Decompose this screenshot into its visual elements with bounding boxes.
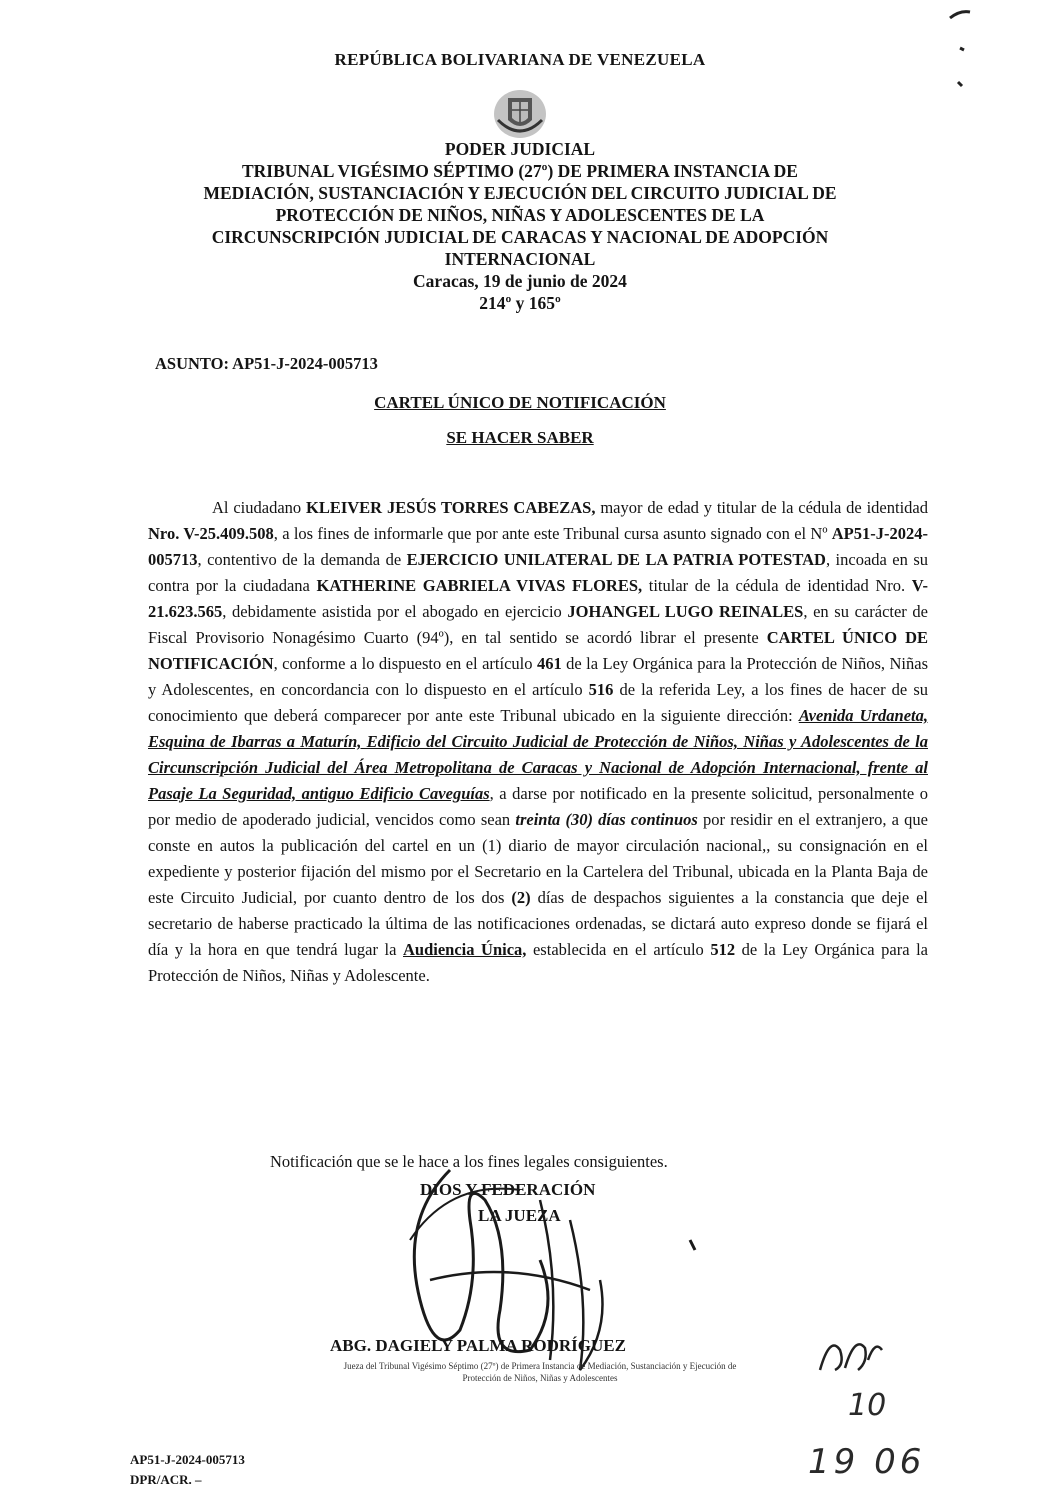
text: , incoada en su contra por la ciudadana [148,550,928,595]
handwritten-number: 10 [848,1388,887,1423]
text: , contentivo de la demanda de [197,550,407,569]
text: establecida en el artículo [526,940,711,959]
court-line: PROTECCIÓN DE NIÑOS, NIÑAS Y ADOLESCENTES DE LA [275,205,765,225]
text: , debidamente asistida por el abogado en ejercicio [222,602,568,621]
footer-initials: DPR/ACR. – [130,1472,202,1487]
handwritten-date: 19 06 [808,1442,926,1482]
text: de la Ley Orgánica para la Protección de Niños, Niñas y Adolescente. [148,940,928,985]
court-line: MEDIACIÓN, SUSTANCIACIÓN Y EJECUCIÓN DEL CIRCUITO JUDICIAL DE [203,183,837,203]
case-subject: ASUNTO: AP51-J-2024-005713 [155,354,378,373]
article-number: 516 [588,680,614,699]
closing-line: Notificación que se le hace a los fines legales consiguientes. [270,1152,668,1171]
body-paragraph [148,495,928,989]
text: Al ciudadano [212,498,306,517]
respondent-name: KLEIVER JESÚS TORRES CABEZAS, [306,498,596,517]
cartel-name: CARTEL ÚNICO DE NOTIFICACIÓN [148,628,928,673]
date-line: Caracas, 19 de junio de 2024 [413,271,627,291]
court-line: PODER JUDICIAL [444,139,596,159]
judge-role: LA JUEZA [478,1206,561,1225]
handwritten-initials [810,1330,890,1380]
text: , conforme a lo dispuesto en el artículo [273,654,537,673]
motto-line: DIOS Y FEDERACIÓN [420,1180,596,1199]
text: titular de la cédula de identidad Nro. [642,576,912,595]
text: de la referida Ley, a los fines de hacer de su conocimiento que deberá comparecer por ante este Tribunal ubicado en la siguiente dirección: [148,680,928,725]
notice-title: CARTEL ÚNICO DE NOTIFICACIÓN [374,393,666,412]
hearing-name: Audiencia Única, [403,940,527,959]
article-number: 461 [536,654,562,673]
case-number: AP51-J-2024-005713 [148,524,928,569]
plaintiff-name: KATHERINE GABRIELA VIVAS FLORES, [316,576,643,595]
judge-name: ABG. DAGIELY PALMA RODRÍGUEZ [330,1336,626,1355]
notice-subtitle: SE HACER SABER [446,428,594,447]
term-period: treinta (30) días continuos [515,810,698,829]
coat-of-arms-icon [488,80,552,144]
court-address: Avenida Urdaneta, Esquina de Ibarras a Maturín, Edificio del Circuito Judicial de Protección de Niños, Niñas y Adolescentes de la Circunscripción Judicial del Área Metropolitana de Caracas y Nacional de Adopción Internacional, frente al Pasaje La Seguridad, antiguo Edificio Caveguías [148,706,928,803]
days-count: (2) [511,888,531,907]
article-number: 512 [710,940,736,959]
text: por residir en el extranjero, a que conste en autos la publicación del cartel en un (1) diario de mayor circulación nacional,, su consignación en el expediente y posterior fijación del mismo por el Secretario en la Cartelera del Tribunal, ubicada en la Planta Baja de este Circuito Judicial, por cuanto dentro de los dos [148,810,928,907]
edge-scan-marks [930,0,1059,140]
court-heading [150,138,890,314]
text: días de despachos siguientes a la constancia que deje el secretario de haberse practicado la última de las notificaciones ordenadas, se dictará auto expreso donde se fijará el día y la hora en que tendrá lugar la [148,888,928,959]
text: de la Ley Orgánica para la Protección de Niños, Niñas y Adolescentes, en concordancia con lo dispuesto en el artículo [148,654,928,699]
judge-title: Jueza del Tribunal Vigésimo Séptimo (27º) de Primera Instancia de Mediación, Sustanciación y Ejecución de Protección de Niños, Niñas y Adolescentes [343,1361,737,1383]
year-line: 214º y 165º [479,293,561,313]
court-line: TRIBUNAL VIGÉSIMO SÉPTIMO (27º) DE PRIMERA INSTANCIA DE [242,161,798,181]
court-line: CIRCUNSCRIPCIÓN JUDICIAL DE CARACAS Y NACIONAL DE ADOPCIÓN [211,227,829,247]
lawyer-name: JOHANGEL LUGO REINALES [567,602,804,621]
text: , a los fines de informarle que por ante este Tribunal cursa asunto signado con el Nº [273,524,832,543]
text: , a darse por notificado en la presente solicitud, personalmente o por medio de apoderado judicial, vencidos como sean [148,784,928,829]
demand-type: EJERCICIO UNILATERAL DE LA PATRIA POTESTAD [406,550,826,569]
respondent-id: Nro. V-25.409.508 [148,524,274,543]
text: , en su carácter de Fiscal Provisorio Nonagésimo Cuarto (94º), en tal sentido se acordó librar el presente [148,602,929,647]
republic-heading: REPÚBLICA BOLIVARIANA DE VENEZUELA [334,50,706,69]
court-line: INTERNACIONAL [444,249,596,269]
footer-case-number: AP51-J-2024-005713 [130,1452,245,1467]
notice-body [148,495,928,989]
plaintiff-id: V-21.623.565 [148,576,928,621]
text: mayor de edad y titular de la cédula de identidad [595,498,928,517]
